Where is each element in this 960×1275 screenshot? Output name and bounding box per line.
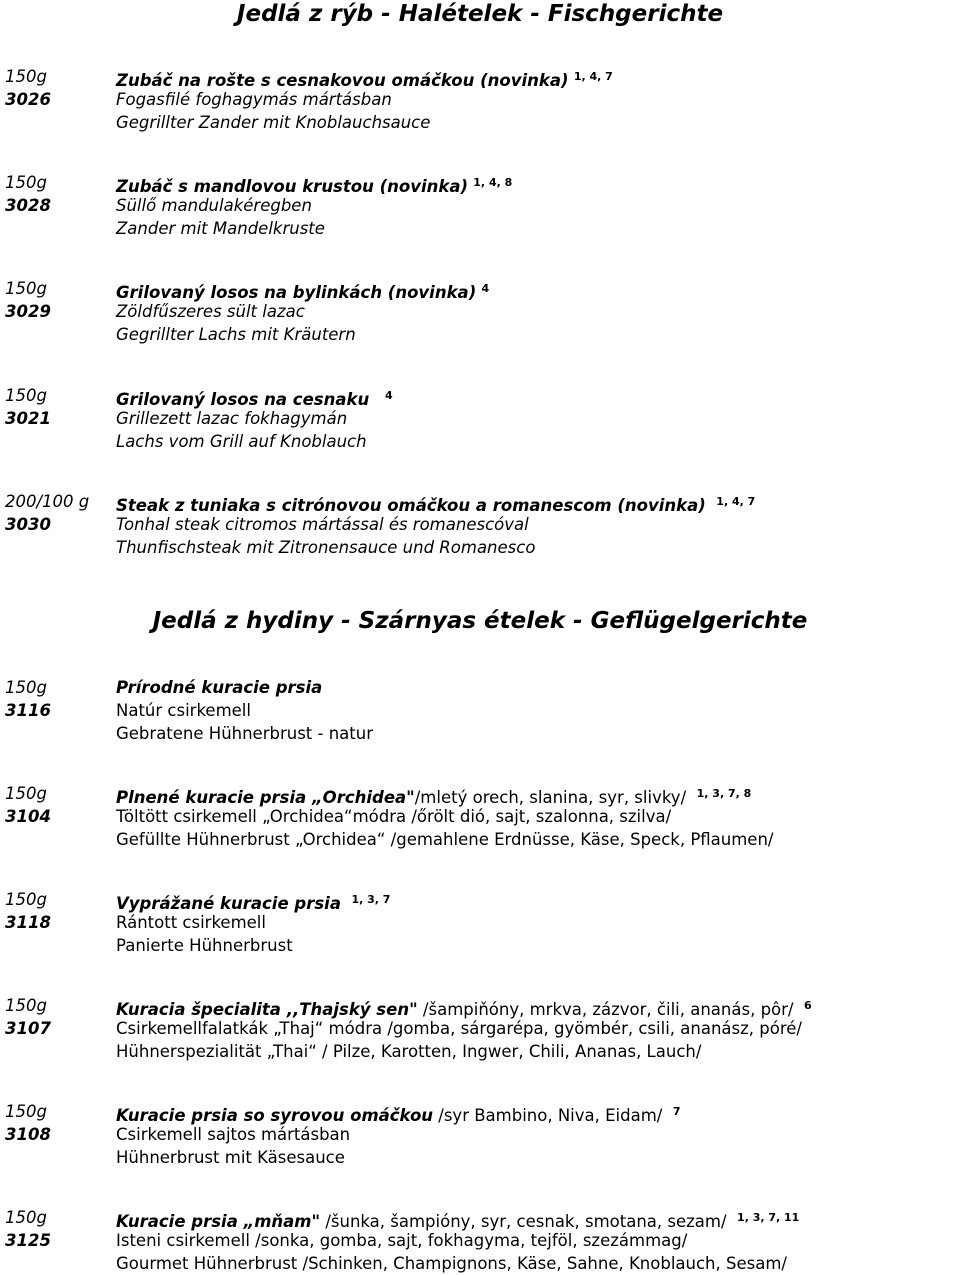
section-title-fish: Jedlá z rýb - Halételek - Fischgerichte [236, 1, 724, 27]
item-weight: 150g [5, 996, 47, 1015]
item-name-de: Thunfischsteak mit Zitronensauce und Romanesco [116, 538, 536, 557]
menu-item [0, 1207, 960, 1273]
menu-item [0, 66, 960, 132]
menu-item [0, 1101, 960, 1167]
item-name-sk: Zubáč s mandlovou krustou (novinka) [116, 177, 469, 196]
item-name-hu: Tonhal steak citromos mártással és romanescóval [116, 515, 529, 534]
section-title-poultry: Jedlá z hydiny - Szárnyas ételek - Geflügelgerichte [152, 608, 808, 634]
item-name-hu: Töltött csirkemell „Orchidea“módra /őrölt dió, sajt, szalonna, szilva/ [116, 807, 672, 826]
item-code: 3029 [5, 302, 51, 321]
item-code: 3104 [5, 807, 51, 826]
item-name-sk: Prírodné kuracie prsia [116, 678, 323, 697]
item-name-sk: Kuracie prsia so syrovou omáčkou [116, 1106, 434, 1125]
item-code: 3108 [5, 1125, 51, 1144]
menu-item [0, 889, 960, 955]
item-weight: 200/100 g [5, 492, 90, 511]
item-desc-sk: /šunka, šampióny, syr, cesnak, smotana, sezam/ [325, 1212, 727, 1231]
item-weight: 150g [5, 279, 47, 298]
item-desc-sk: /šampiňóny, mrkva, zázvor, čili, ananás, pôr/ [422, 1000, 794, 1019]
item-name-de: Gegrillter Zander mit Knoblauchsauce [116, 113, 431, 132]
menu-item [0, 278, 960, 344]
allergen-codes: 1, 3, 7 [351, 893, 391, 906]
item-weight: 150g [5, 67, 47, 86]
item-name-de: Hühnerbrust mit Käsesauce [116, 1148, 345, 1167]
item-name-sk: Steak z tuniaka s citrónovou omáčkou a romanescom (novinka) [116, 496, 706, 515]
allergen-codes: 7 [672, 1105, 681, 1118]
item-name-hu: Zöldfűszeres sült lazac [116, 302, 305, 321]
item-name-hu: Natúr csirkemell [116, 701, 251, 720]
item-name-hu: Fogasfilé foghagymás mártásban [116, 90, 392, 109]
item-weight: 150g [5, 1208, 47, 1227]
item-name-hu: Csirkemell sajtos mártásban [116, 1125, 351, 1144]
item-desc-sk: /mletý orech, slanina, syr, slivky/ [414, 788, 687, 807]
item-desc-sk: /syr Bambino, Niva, Eidam/ [438, 1106, 663, 1125]
item-name-hu: Csirkemellfalatkák „Thaj“ módra /gomba, sárgarépa, gyömbér, csili, ananász, póré/ [116, 1019, 802, 1038]
item-name-sk: Grilovaný losos na bylinkách (novinka) [116, 283, 477, 302]
item-name-sk: Kuracie prsia „mňam" [116, 1212, 321, 1231]
item-name-hu: Rántott csirkemell [116, 913, 266, 932]
item-name-sk: Grilovaný losos na cesnaku [116, 390, 370, 409]
item-code: 3030 [5, 515, 51, 534]
menu-item [0, 385, 960, 451]
item-weight: 150g [5, 784, 47, 803]
item-code: 3028 [5, 196, 51, 215]
item-weight: 150g [5, 1102, 47, 1121]
menu-item [0, 783, 960, 849]
item-name-sk: Plnené kuracie prsia „Orchidea" [116, 788, 415, 807]
allergen-codes: 1, 3, 7, 11 [737, 1211, 800, 1224]
item-name-hu: Süllő mandulakéregben [116, 196, 312, 215]
item-name-de: Gebratene Hühnerbrust - natur [116, 724, 373, 743]
allergen-codes: 6 [804, 999, 812, 1012]
allergen-codes: 1, 3, 7, 8 [696, 787, 752, 800]
item-name-hu: Isteni csirkemell /sonka, gomba, sajt, fokhagyma, tejföl, szezámmag/ [116, 1231, 688, 1250]
item-name-hu: Grillezett lazac fokhagymán [116, 409, 348, 428]
allergen-codes: 1, 4, 8 [473, 176, 513, 189]
allergen-codes: 1, 4, 7 [716, 495, 756, 508]
item-code: 3118 [5, 913, 51, 932]
item-weight: 150g [5, 386, 47, 405]
item-code: 3026 [5, 90, 51, 109]
item-name-sk: Vyprážané kuracie prsia [116, 894, 341, 913]
menu-item [0, 172, 960, 238]
item-name-de: Gourmet Hühnerbrust /Schinken, Champignons, Käse, Sahne, Knoblauch, Sesam/ [116, 1254, 787, 1273]
item-name-de: Lachs vom Grill auf Knoblauch [116, 432, 367, 451]
allergen-codes: 4 [481, 282, 490, 295]
item-name-de: Hühnerspezialität „Thai“ / Pilze, Karotten, Ingwer, Chili, Ananas, Lauch/ [116, 1042, 702, 1061]
item-code: 3125 [5, 1231, 51, 1250]
item-name-sk: Kuracia špecialita ,,Thajský sen" [116, 1000, 418, 1019]
item-weight: 150g [5, 678, 47, 697]
item-name-de: Zander mit Mandelkruste [116, 219, 325, 238]
item-name-de: Gefüllte Hühnerbrust „Orchidea“ /gemahlene Erdnüsse, Käse, Speck, Pflaumen/ [116, 830, 774, 849]
allergen-codes: 4 [384, 389, 393, 402]
item-weight: 150g [5, 173, 47, 192]
menu-item [0, 995, 960, 1061]
item-name-de: Gegrillter Lachs mit Kräutern [116, 325, 356, 344]
menu-item [0, 491, 960, 557]
item-code: 3116 [5, 701, 51, 720]
item-name-sk: Zubáč na rošte s cesnakovou omáčkou (novinka) [116, 71, 569, 90]
item-name-de: Panierte Hühnerbrust [116, 936, 293, 955]
allergen-codes: 1, 4, 7 [573, 70, 613, 83]
item-code: 3021 [5, 409, 51, 428]
item-code: 3107 [5, 1019, 51, 1038]
menu-item [0, 677, 960, 743]
item-weight: 150g [5, 890, 47, 909]
